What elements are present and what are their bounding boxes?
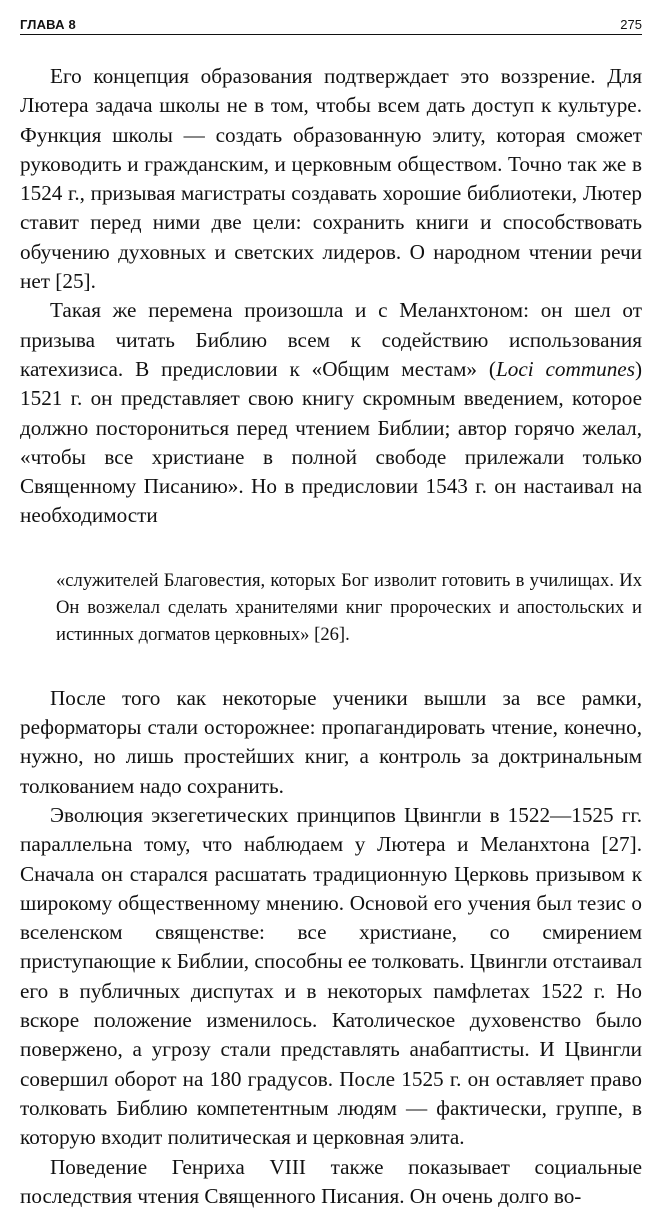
paragraph-henry-viii: Поведение Генриха VIII также показывает социальные последствия чтения Священного Писания. Он очень долго во-	[20, 1153, 642, 1211]
running-head	[20, 14, 642, 35]
paragraph-melanchthon-text-1: Такая же перемена произошла и с Меланхтоном: он шел от призыва читать Библию всем к содействию использования катехизиса. В предисловии к «Общим местам» (	[20, 298, 642, 381]
paragraph-zwingli: Эволюция экзегетических принципов Цвингли в 1522—1525 гг. параллельна тому, что наблюдаем у Лютера и Меланхтона [27]. Сначала он старался расшатать традиционную Церковь призывом к широкому общественному мнению. Основой его учения был тезис о вселенском священстве: все христиане, со смирением приступающие к Библии, способны ее толковать. Цвингли отстаивал его в публичных диспутах и в некоторых памфлетах 1522 г. Но вскоре положение изменилось. Католическое духовенство было повержено, а угрозу стали представлять анабаптисты. И Цвингли совершил оборот на 180 градусов. После 1525 г. он оставляет право толковать Библию компетентным людям — фактически, группе, в которую входит политическая и церковная элита.	[20, 801, 642, 1153]
body-text	[20, 62, 642, 1211]
paragraph-melanchthon	[20, 296, 642, 530]
page-number: 275	[620, 17, 642, 32]
loci-communes-title: Loci communes	[496, 357, 635, 381]
chapter-title: ГЛАВА 8	[20, 17, 76, 32]
paragraph-luther-education: Его концепция образования подтверждает это воззрение. Для Лютера задача школы не в том, чтобы всем дать доступ к культуре. Функция школы — создать образованную элиту, которая сможет руководить и гражданским, и церковным обществом. Точно так же в 1524 г., призывая магистраты создавать хорошие библиотеки, Лютер ставит перед ними две цели: сохранить книги и способствовать обучению духовных и светских лидеров. О народном чтении речи нет [25].	[20, 62, 642, 296]
paragraph-melanchthon-text-2: ) 1521 г. он представляет свою книгу скромным введением, которое должно посторониться перед чтением Библии; автор горячо желал, «чтобы все христиане в полной свободе прилежали только Священному Писанию». Но в предисловии 1543 г. он настаивал на необходимости	[20, 357, 642, 527]
paragraph-reformers-caution: После того как некоторые ученики вышли за все рамки, реформаторы стали осторожнее: пропагандировать чтение, конечно, нужно, но лишь простейших книг, а контроль за доктринальным толкованием надо сохранить.	[20, 684, 642, 801]
block-quote: «служителей Благовестия, которых Бог изволит готовить в училищах. Их Он возжелал сделать хранителями книг пророческих и апостольских и истинных догматов церковных» [26].	[20, 567, 642, 648]
